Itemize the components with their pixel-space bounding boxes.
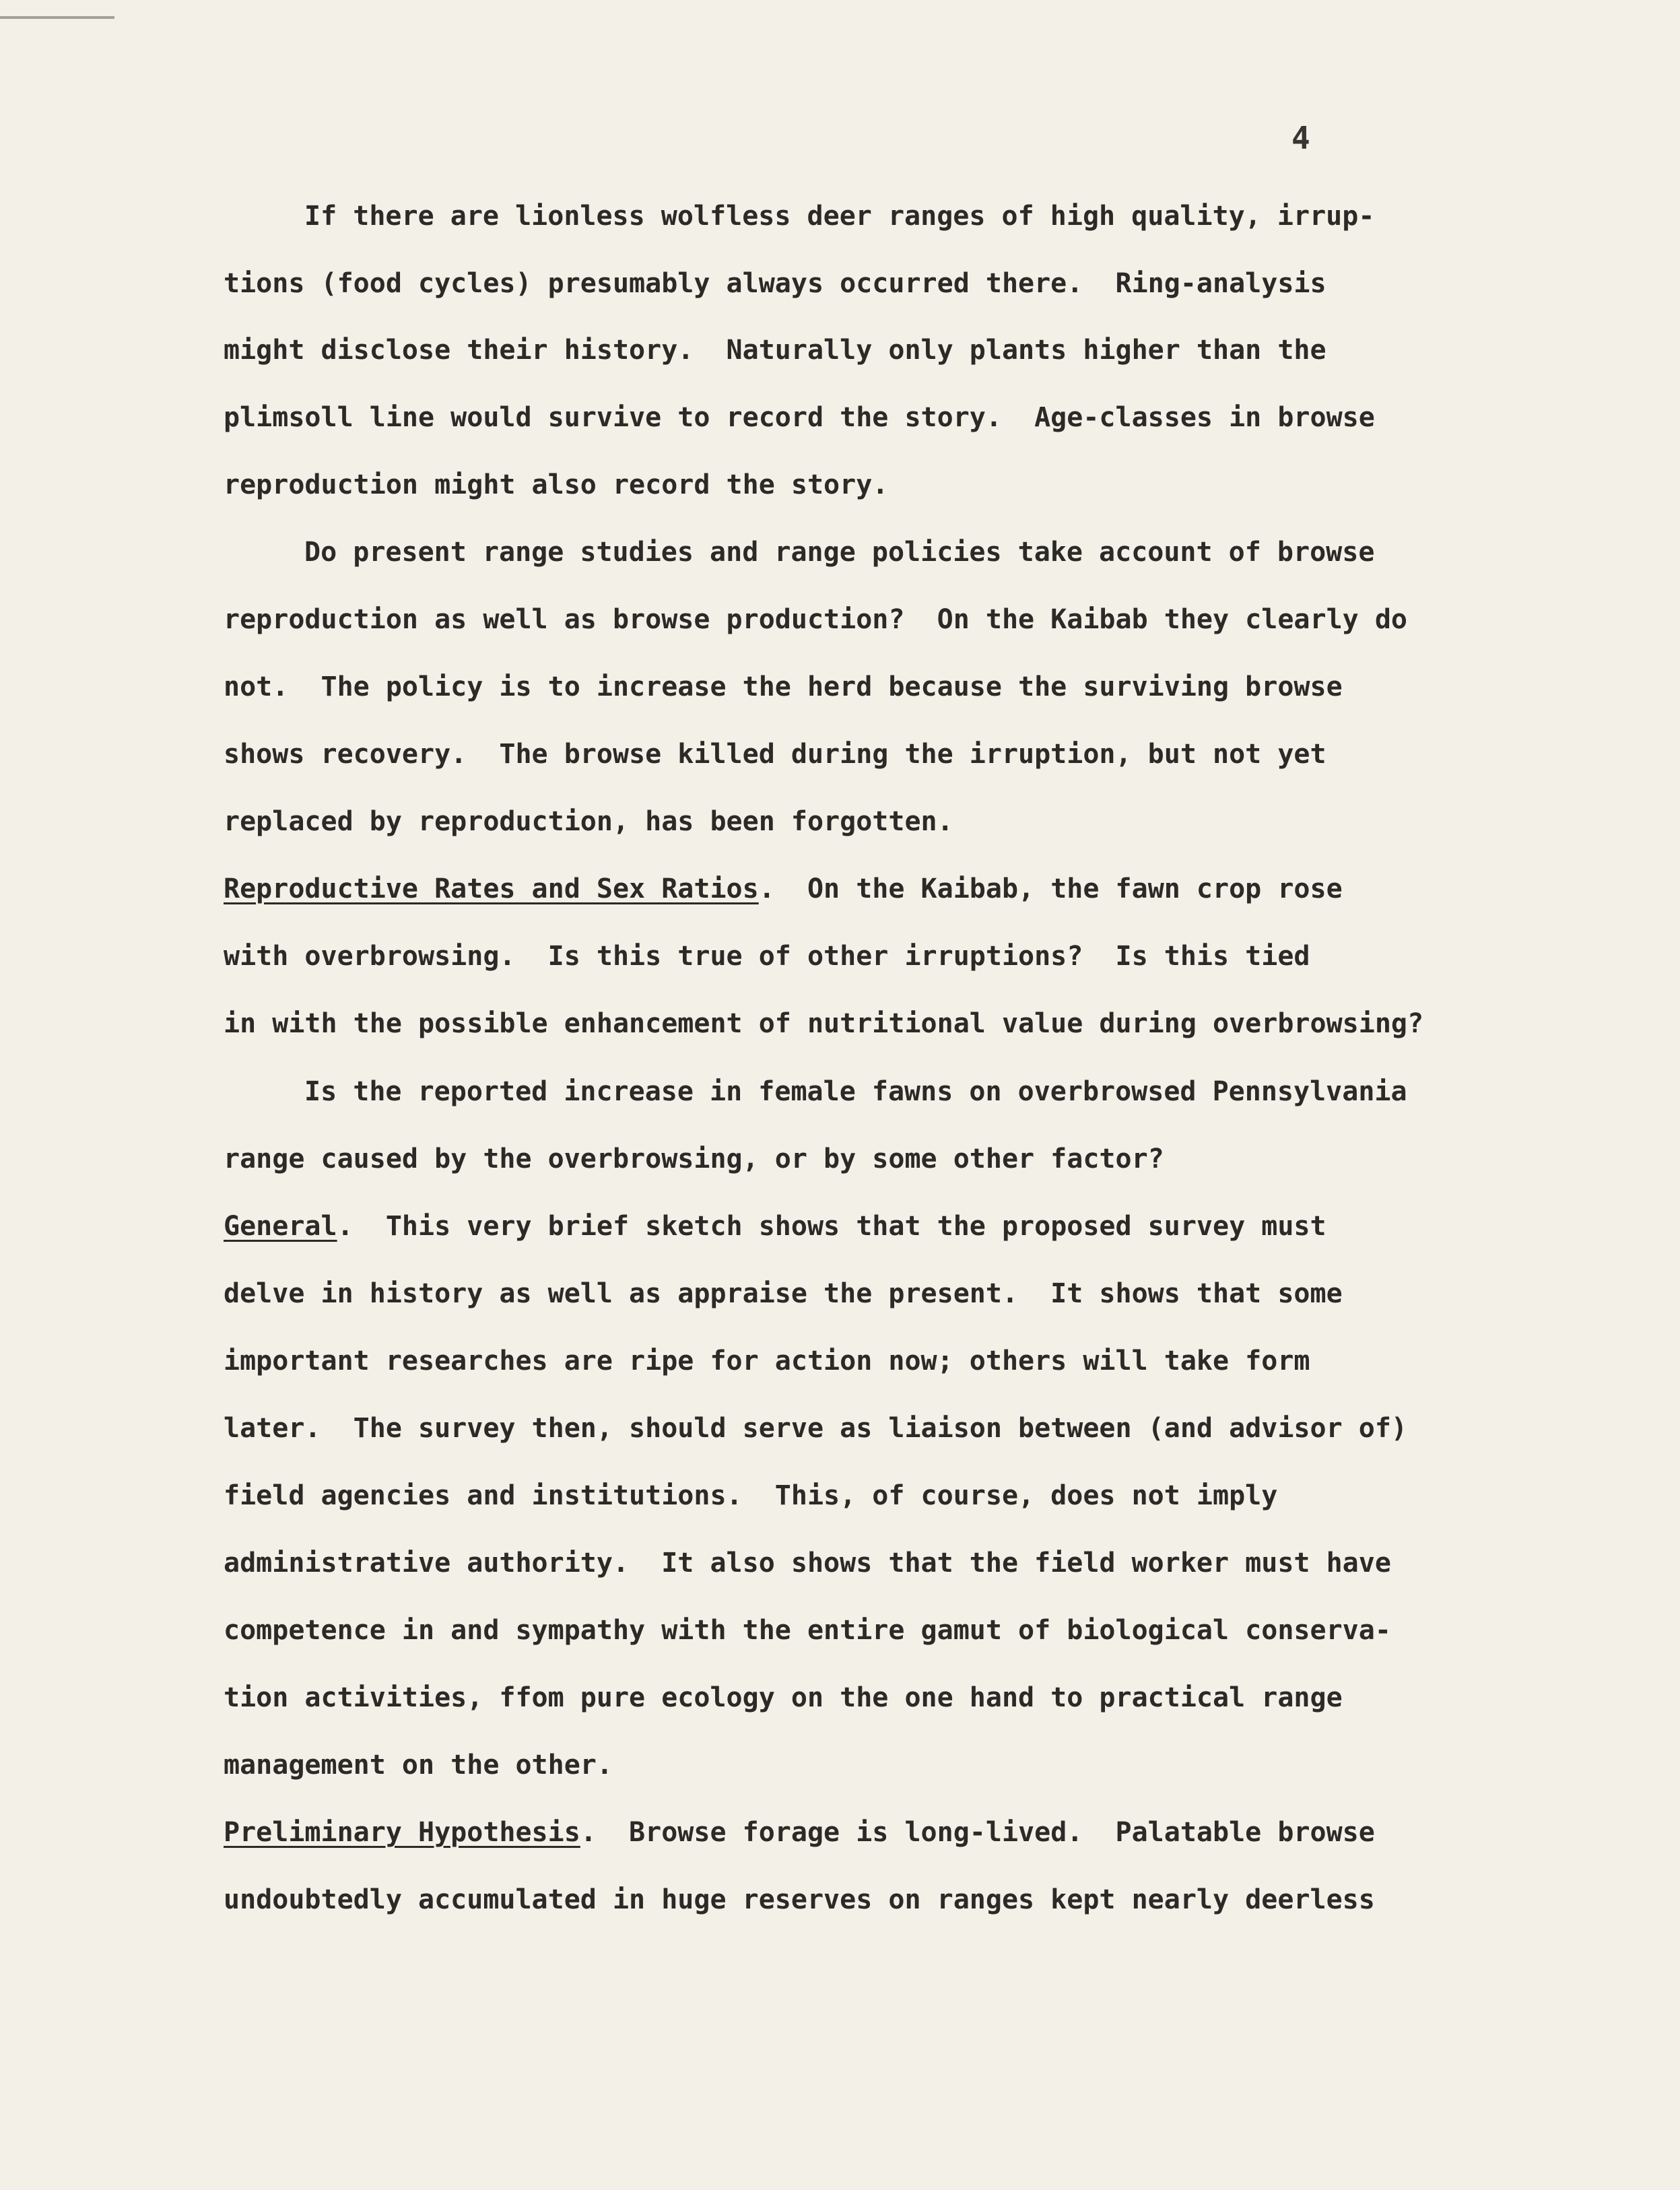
paragraph-5-line-8: tion activities, ffom pure ecology on the one hand to practical range	[224, 1682, 1343, 1713]
page-number: 4	[1291, 120, 1310, 156]
paragraph-1-line-4: plimsoll line would survive to record the story. Age-classes in browse	[224, 402, 1375, 433]
paragraph-4-line-2: range caused by the overbrowsing, or by some other factor?	[224, 1143, 1164, 1174]
paragraph-2-line-5: replaced by reproduction, has been forgotten.	[224, 806, 953, 837]
paragraph-4-line-1: Is the reported increase in female fawns on overbrowsed Pennsylvania	[304, 1076, 1407, 1107]
paragraph-6-first-line	[224, 1817, 1375, 1848]
section-heading-reproductive-rates: Reproductive Rates and Sex Ratios	[224, 873, 759, 904]
paragraph-2-line-1: Do present range studies and range policies take account of browse	[304, 537, 1375, 568]
section-heading-general: General	[224, 1211, 337, 1242]
paragraph-5-line-7: competence in and sympathy with the entire gamut of biological conserva-	[224, 1615, 1391, 1646]
paragraph-2-line-3: not. The policy is to increase the herd because the surviving browse	[224, 671, 1343, 702]
paragraph-2-line-2: reproduction as well as browse production? On the Kaibab they clearly do	[224, 604, 1407, 635]
paragraph-5-line-6: administrative authority. It also shows that the field worker must have	[224, 1548, 1391, 1579]
paragraph-5-line-2: delve in history as well as appraise the present. It shows that some	[224, 1278, 1343, 1309]
paragraph-5-line-5: field agencies and institutions. This, of course, does not imply	[224, 1480, 1278, 1511]
paragraph-1-line-3: might disclose their history. Naturally only plants higher than the	[224, 335, 1326, 366]
paragraph-5-line-3: important researches are ripe for action now; others will take form	[224, 1346, 1310, 1376]
paragraph-5-line-9: management on the other.	[224, 1750, 613, 1781]
section-heading-preliminary-hypothesis: Preliminary Hypothesis	[224, 1817, 580, 1848]
paragraph-5-line-4: later. The survey then, should serve as liaison between (and advisor of)	[224, 1413, 1407, 1444]
paragraph-5-first-line	[224, 1211, 1326, 1242]
paragraph-5-first-line-text: . This very brief sketch shows that the proposed survey must	[337, 1211, 1326, 1242]
paragraph-1-line-1: If there are lionless wolfless deer ranges of high quality, irrup-	[304, 201, 1375, 232]
paragraph-1-line-5: reproduction might also record the story.	[224, 469, 889, 500]
top-left-pencil-mark	[0, 16, 114, 19]
paragraph-3-line-2: with overbrowsing. Is this true of other irruptions? Is this tied	[224, 941, 1310, 972]
paragraph-1-line-2: tions (food cycles) presumably always occurred there. Ring-analysis	[224, 268, 1326, 299]
paragraph-6-line-2: undoubtedly accumulated in huge reserves on ranges kept nearly deerless	[224, 1884, 1375, 1915]
paragraph-3-line-3: in with the possible enhancement of nutritional value during overbrowsing?	[224, 1008, 1424, 1039]
paragraph-3-first-line-text: . On the Kaibab, the fawn crop rose	[758, 873, 1343, 904]
paragraph-3-first-line	[224, 873, 1343, 904]
paragraph-2-line-4: shows recovery. The browse killed during the irruption, but not yet	[224, 739, 1326, 770]
paragraph-6-first-line-text: . Browse forage is long-lived. Palatable browse	[580, 1817, 1375, 1848]
